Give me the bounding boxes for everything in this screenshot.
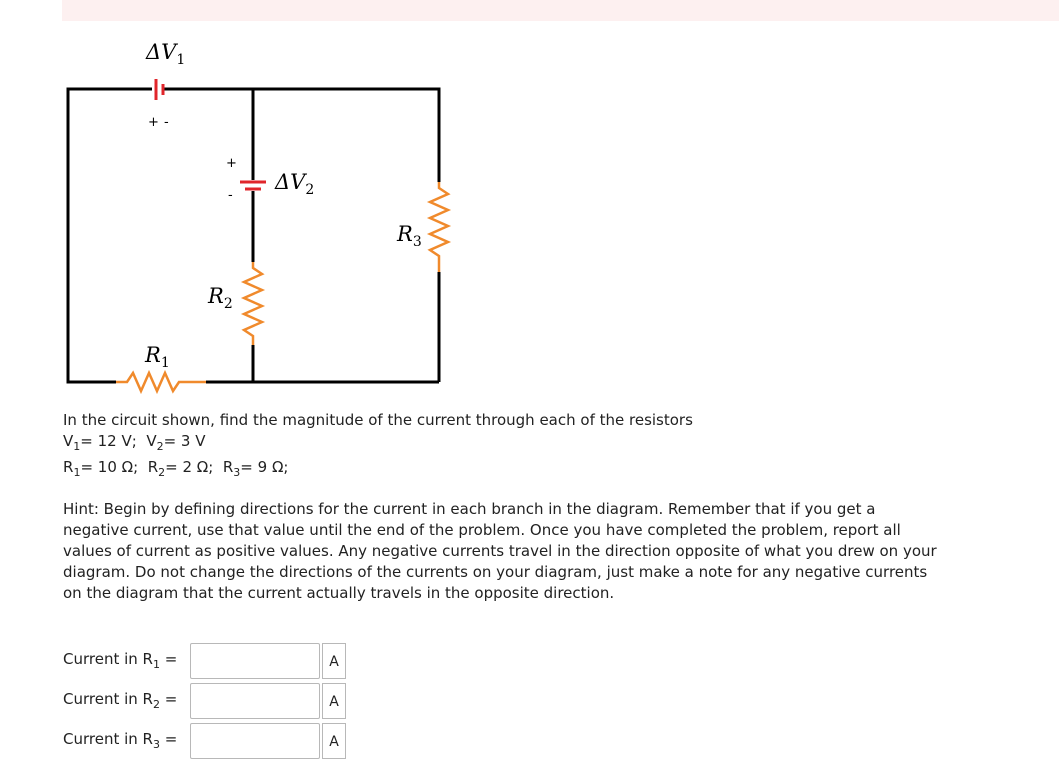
unit-r1: A bbox=[322, 643, 346, 679]
answer-label-r2: Current in $R_2$ = bbox=[63, 690, 178, 711]
battery-2-symbol bbox=[240, 182, 266, 189]
voltage-values: $V_1= 12$ V; $V_2= 3$ V bbox=[63, 432, 206, 453]
dv2-label: $\Delta V_2$ bbox=[275, 170, 315, 198]
current-r1-input[interactable] bbox=[190, 643, 320, 679]
current-r3-input[interactable] bbox=[190, 723, 320, 759]
current-r2-input[interactable] bbox=[190, 683, 320, 719]
battery-1-symbol bbox=[156, 79, 163, 100]
resistor-3-symbol bbox=[430, 182, 448, 272]
dv1-label: $\Delta V_1$ bbox=[146, 40, 186, 68]
dv2-minus: - bbox=[228, 188, 233, 203]
problem-statement bbox=[63, 410, 693, 483]
r1-label: $R_1$ bbox=[145, 343, 170, 371]
unit-r3: A bbox=[322, 723, 346, 759]
question-text: In the circuit shown, find the magnitude of the current through each of the resistors bbox=[63, 411, 693, 429]
hint-text: Hint: Begin by defining directions for the current in each branch in the diagram. Remember that if you get a negative current, use that value until the end of the problem. Once you have completed the problem, report all values of current as positive values. Any negative currents travel in the direction opposite of what you drew on your diagram. Do not change the directions of the currents on your diagram, just make a note for any negative currents on the diagram that the current actually travels in the opposite direction. bbox=[63, 500, 937, 602]
answer-label-r3: Current in $R_3$ = bbox=[63, 730, 178, 751]
circuit-diagram bbox=[0, 0, 470, 400]
dv1-plus: + bbox=[148, 115, 159, 130]
dv2-plus: + bbox=[226, 156, 237, 171]
resistor-2-symbol bbox=[244, 262, 262, 345]
r2-label: $R_2$ bbox=[208, 284, 233, 312]
unit-r2: A bbox=[322, 683, 346, 719]
r3-label: $R_3$ bbox=[397, 222, 422, 250]
answer-label-r1: Current in $R_1$ = bbox=[63, 650, 178, 671]
dv1-minus: - bbox=[164, 115, 169, 130]
resistor-1-symbol bbox=[116, 373, 206, 391]
resistance-values: $R_1= 10$ Ω; $R_2= 2$ Ω; $R_3= 9$ Ω; bbox=[63, 458, 289, 479]
